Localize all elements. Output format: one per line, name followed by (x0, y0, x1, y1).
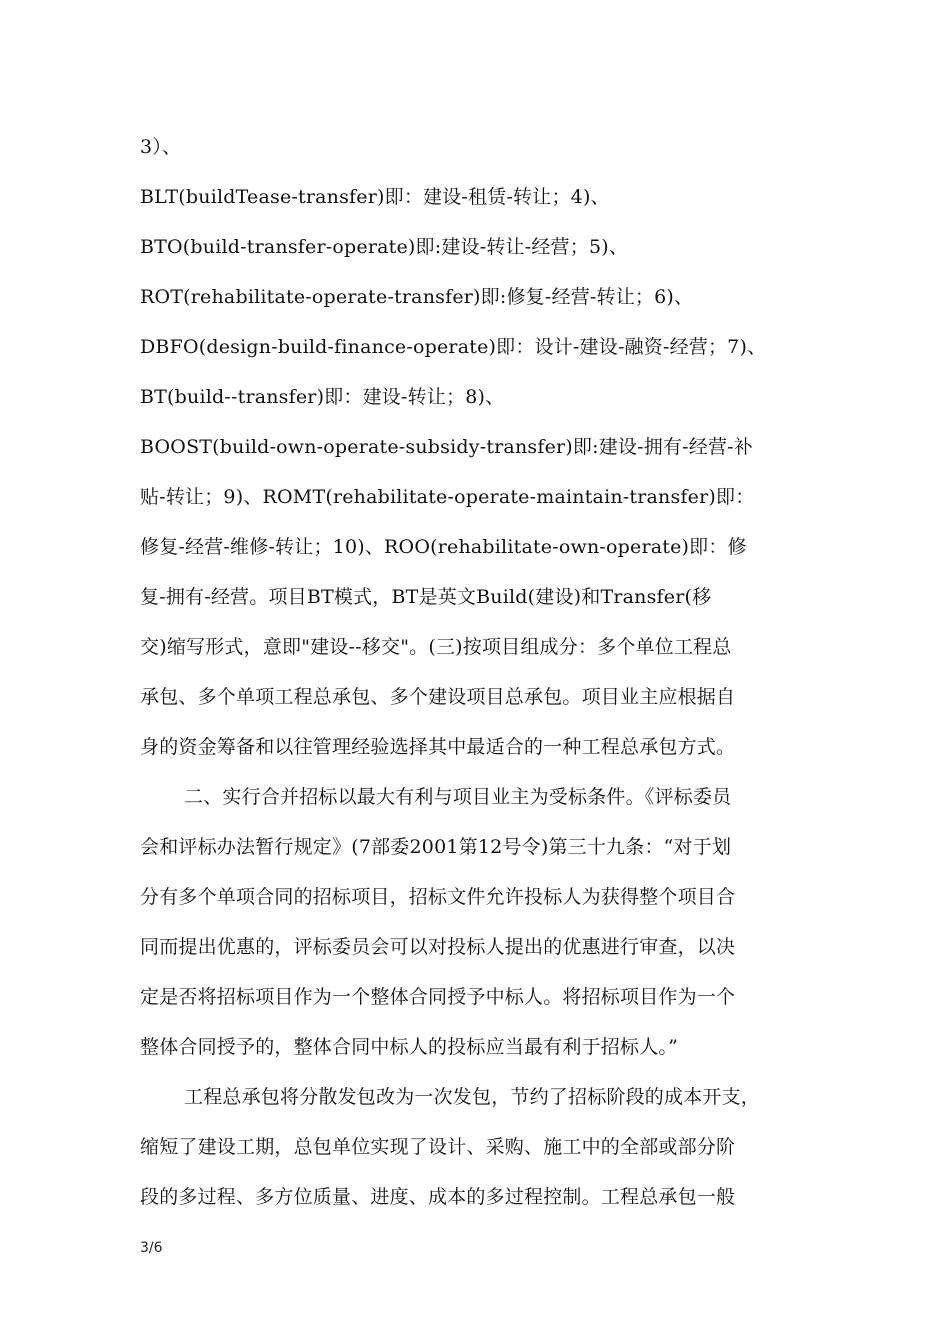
text-line-4: ROT(rehabilitate-operate-transfer)即:修复-经营-转让；6)、 (140, 286, 694, 308)
text-line-14: 二、实行合并招标以最大有利与项目业主为受标条件。《评标委员 (184, 786, 732, 808)
text-line-7: BOOST(build-own-operate-subsidy-transfer)即:建设-拥有-经营-补 (140, 436, 753, 458)
text-line-10: 复-拥有-经营。项目BT模式，BT是英文Build(建设)和Transfer(移 (140, 586, 712, 608)
text-line-3: BTO(build-transfer-operate)即:建设-转让-经营；5)、 (140, 236, 629, 258)
text-line-16: 分有多个单项合同的招标项目，招标文件允许投标人为获得整个项目合 (140, 886, 736, 908)
text-line-5: DBFO(design-build-finance-operate)即：设计-建设-融资-经营；7)、 (140, 336, 767, 358)
text-line-15: 会和评标办法暂行规定》(7部委2001第12号令)第三十九条：“对于划 (140, 836, 732, 858)
text-line-11: 交)缩写形式，意即"建设--移交"。(三)按项目组成分：多个单位工程总 (140, 636, 732, 658)
text-line-1: 3）、 (140, 136, 182, 158)
text-line-8: 贴-转让；9)、ROMT(rehabilitate-operate-maintain-transfer)即： (140, 486, 755, 508)
text-line-21: 缩短了建设工期，总包单位实现了设计、采购、施工中的全部或部分阶 (140, 1136, 736, 1158)
body-text (140, 122, 820, 1222)
text-line-18: 定是否将招标项目作为一个整体合同授予中标人。将招标项目作为一个 (140, 986, 736, 1008)
text-line-20: 工程总承包将分散发包改为一次发包，节约了招标阶段的成本开支， (184, 1086, 761, 1108)
text-line-9: 修复-经营-维修-转让；10)、ROO(rehabilitate-own-operate)即：修 (140, 536, 747, 558)
text-line-22: 段的多过程、多方位质量、进度、成本的多过程控制。工程总承包一般 (140, 1186, 736, 1208)
text-line-17: 同而提出优惠的，评标委员会可以对投标人提出的优惠进行审查，以决 (140, 936, 736, 958)
text-line-19: 整体合同授予的，整体合同中标人的投标应当最有利于招标人。” (140, 1036, 679, 1058)
text-line-12: 承包、多个单项工程总承包、多个建设项目总承包。项目业主应根据自 (140, 686, 736, 708)
text-line-13: 身的资金筹备和以往管理经验选择其中最适合的一种工程总承包方式。 (140, 736, 736, 758)
text-line-6: BT(build--transfer)即：建设-转让；8)、 (140, 386, 505, 408)
page-number: 3/6 (140, 1240, 163, 1256)
text-line-2: BLT(buildTease-transfer)即：建设-租赁-转让；4)、 (140, 186, 610, 208)
